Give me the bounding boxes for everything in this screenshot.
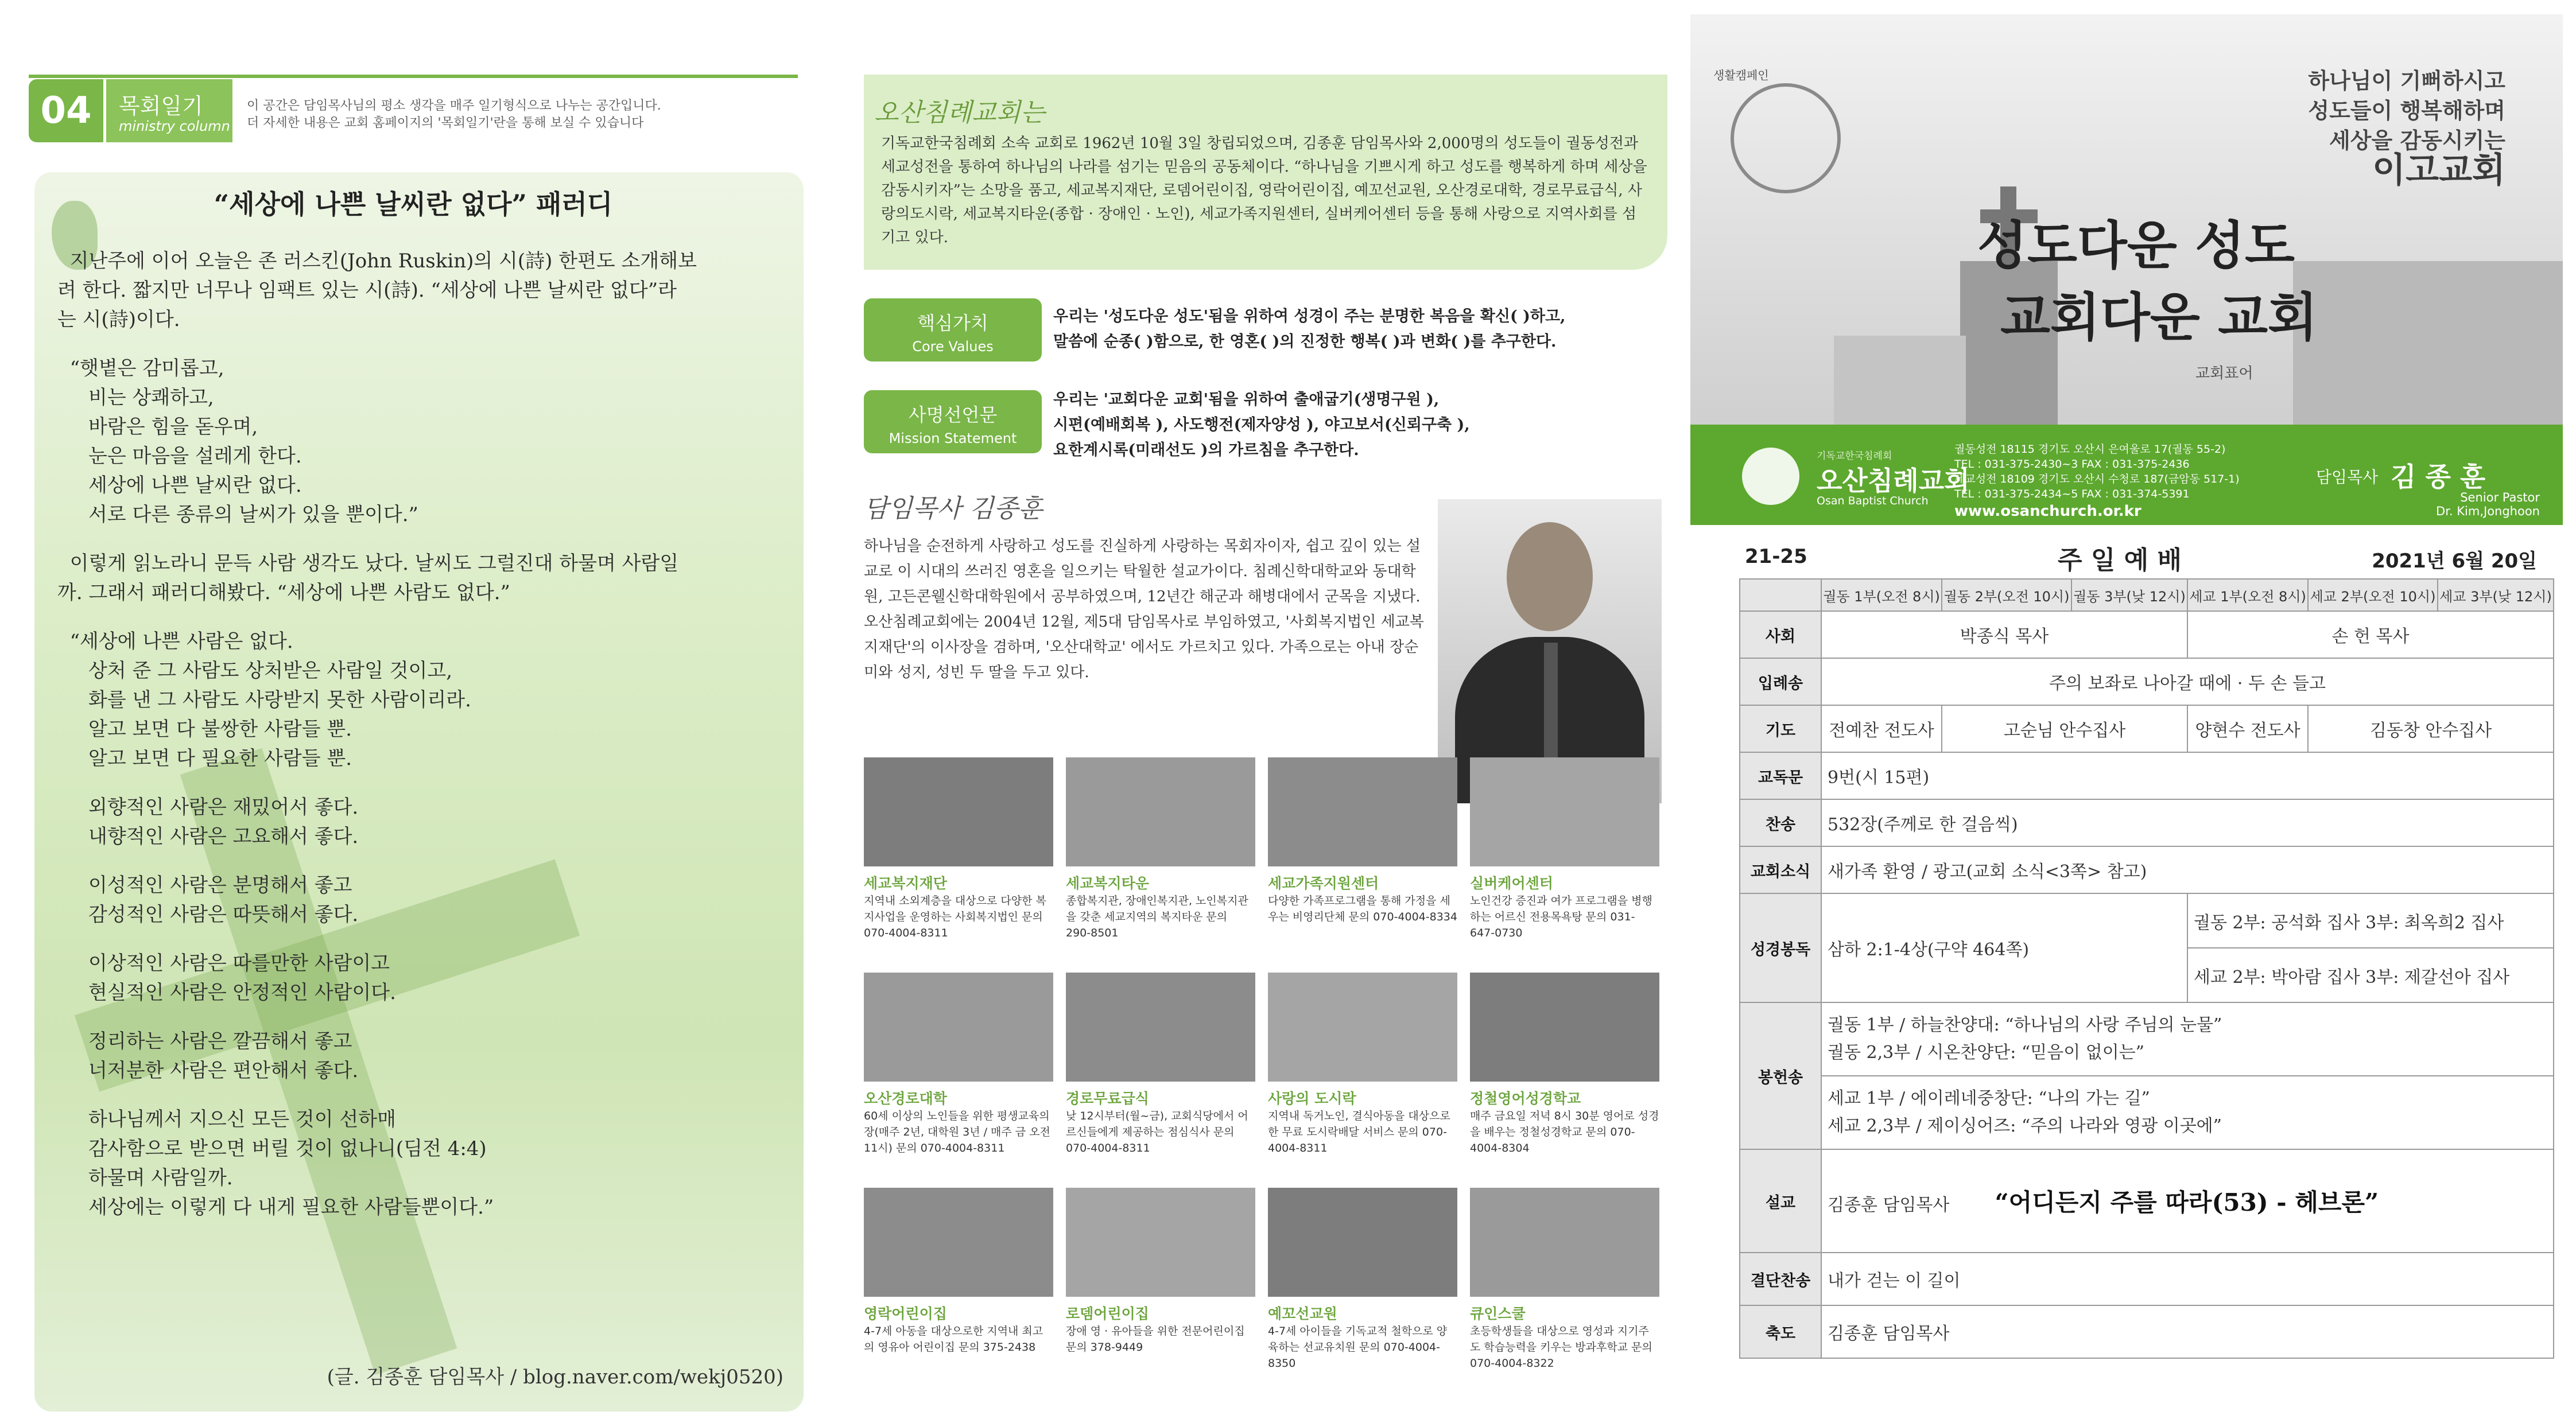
gallery-item [1066, 973, 1255, 1202]
gallery-item-desc: 다양한 가족프로그램을 통해 가정을 세우는 비영리단체 문의 070-4004-8334 [1268, 895, 1457, 923]
anthem-line: 궐동 1부 / 하늘찬양대: “하나님의 사랑 주님의 눈물” [1828, 1015, 2222, 1035]
gallery-item-desc: 노인건강 증진과 여가 프로그램을 병행하는 어르신 전용목욕탕 문의 031-647-0730 [1470, 895, 1652, 939]
column-body-line [57, 852, 798, 871]
sermon-preacher: 김종훈 담임목사 [1828, 1195, 1950, 1215]
section-description-line: 더 자세한 내용은 교회 홈페이지의 '목회일기'란을 통해 보실 수 있습니다 [247, 116, 644, 130]
table-row [1740, 893, 2554, 948]
service-col: 세교 3부(낮 12시) [2438, 579, 2554, 611]
cover-title-1: 성도다운 성도 [1977, 216, 2295, 276]
gallery-item-desc: 장애 영 · 유아들을 위한 전문어린이집 문의 378-9449 [1066, 1325, 1245, 1354]
core-values-line: 말씀에 순종( )함으로, 한 영혼( )의 진정한 행복( )과 변화( )를 추구한다. [1053, 333, 1557, 351]
gallery-item-name: 영락어린이집 [864, 1305, 947, 1322]
row-label: 사회 [1740, 611, 1821, 658]
opening-song: 주의 보좌로 나아갈 때에 · 두 손 들고 [1821, 658, 2554, 705]
hymn: 532장(주께로 한 걸음씩) [1821, 799, 2554, 846]
gallery-item [864, 757, 1053, 987]
column-body-line: 서로 다른 종류의 날씨가 있을 뿐이다.” [57, 503, 418, 526]
gallery-item-name: 경로무료급식 [1066, 1090, 1149, 1107]
gallery-photo [1268, 1188, 1457, 1297]
church-logo-icon [1742, 448, 1799, 505]
portrait-tie [1544, 643, 1558, 757]
mission-text [1053, 387, 1662, 463]
gallery-item-name: 사랑의 도시락 [1268, 1090, 1356, 1107]
gallery-item-name: 오산경로대학 [864, 1090, 947, 1107]
page-number-badge: 04 [29, 79, 103, 142]
anthem-line: 세교 1부 / 에이레네중창단: “나의 가는 길” [1828, 1088, 2150, 1109]
section-description [247, 98, 786, 132]
column-body-line: 눈은 마음을 설레게 한다. [57, 445, 302, 468]
gallery-photo [864, 1188, 1053, 1297]
gallery-item-desc: 초등학생들을 대상으로 영성과 지기주도 학습능력을 키우는 방과후학교 문의 070-4004-8322 [1470, 1325, 1652, 1370]
gallery-item-name: 로뎀어린이집 [1066, 1305, 1149, 1322]
core-values-text [1053, 304, 1662, 355]
gallery-item-desc: 종합복지관, 장애인복지관, 노인복지관을 갖춘 세교지역의 복지타운 문의 290-8501 [1066, 895, 1248, 939]
gallery-item-name: 세교복지재단 [864, 875, 947, 892]
gallery-item [1268, 973, 1457, 1202]
table-row [1740, 799, 2554, 846]
intro-box [864, 75, 1667, 270]
table-row [1740, 705, 2554, 752]
column-body-line: 내향적인 사람은 고요해서 좋다. [57, 825, 359, 848]
table-row [1740, 611, 2554, 658]
church-info-bar [1690, 425, 2563, 525]
gallery-photo [1470, 973, 1659, 1082]
cover-subtitle: 교회표어 [2195, 365, 2253, 382]
service-col: 궐동 1부(오전 8시) [1821, 579, 1942, 611]
row-label: 축도 [1740, 1305, 1821, 1358]
sermon-title: “어디든지 주를 따라(53) - 헤브론” [1995, 1188, 2379, 1216]
column-body-line: 하물며 사람일까. [57, 1167, 233, 1189]
column-body-line: 정리하는 사람은 깔끔해서 좋고 [57, 1030, 352, 1053]
cover-slogan [2308, 66, 2505, 190]
column-body-line: 알고 보면 다 필요한 사람들 뿐. [57, 747, 352, 770]
column-body-line: 지난주에 이어 오늘은 존 러스킨(John Ruskin)의 시(詩) 한편도 소개해보 [57, 250, 697, 273]
column-body-line [57, 530, 798, 549]
column-body-line [57, 773, 798, 793]
table-row [1740, 1305, 2554, 1358]
column-body-line: 현실적인 사람은 안정적인 사람이다. [57, 981, 396, 1004]
column-body-line [57, 608, 798, 627]
sermon-cell [1821, 1149, 2554, 1253]
gallery-photo [1066, 973, 1255, 1082]
website-link[interactable]: www.osanchurch.or.kr [1954, 503, 2142, 520]
pastor-en-line: Dr. Kim,Jonghoon [2436, 504, 2540, 518]
prayer-leader: 양현수 전도사 [2187, 705, 2308, 752]
column-body-line: 세상에는 이렇게 다 내게 필요한 사람들뿐이다.” [57, 1196, 494, 1219]
column-body-line: 이상적인 사람은 따를만한 사람이고 [57, 952, 390, 975]
worship-date: 2021년 6월 20일 [2372, 550, 2537, 573]
service-header-row [1740, 579, 2554, 611]
row-label: 결단찬송 [1740, 1253, 1821, 1305]
gallery-item [1268, 757, 1457, 987]
gallery-item [1470, 1188, 1659, 1417]
gallery-item-name: 실버케어센터 [1470, 875, 1553, 892]
gallery-item [1470, 757, 1659, 987]
pastor-name: 김 종 훈 [2391, 461, 2486, 492]
table-row [1740, 1253, 2554, 1305]
row-label: 설교 [1740, 1149, 1821, 1253]
column-body-line: 외향적인 사람은 재밌어서 좋다. [57, 796, 359, 819]
anthem-cell [1821, 1002, 2554, 1076]
row-label: 기도 [1740, 705, 1821, 752]
row-label: 찬송 [1740, 799, 1821, 846]
column-body-line: “세상에 나쁜 사람은 없다. [57, 630, 293, 653]
worship-order-table [1739, 578, 2554, 1359]
cover-banner [1690, 14, 2563, 427]
column-body-line [57, 335, 798, 354]
mission-label-en: Mission Statement [889, 430, 1017, 446]
cover-slogan-line: 하나님이 기뻐하시고 [2308, 68, 2505, 94]
service-col: 세교 1부(오전 8시) [2187, 579, 2308, 611]
column-signature: (글. 김종훈 담임목사 / blog.naver.com/wekj0520) [327, 1366, 783, 1389]
column-body-line [57, 1086, 798, 1105]
church-addresses [1954, 442, 2240, 519]
column-body-line: 알고 보면 다 불쌍한 사람들 뿐. [57, 718, 352, 741]
column-body-line: “햇볕은 감미롭고, [57, 357, 224, 380]
scripture-reader: 세교 2부: 박아람 집사 3부: 제갈선아 집사 [2187, 948, 2554, 1002]
gallery-item [1066, 757, 1255, 987]
anthem-line: 궐동 2,3부 / 시온찬양단: “믿음이 없이는” [1828, 1043, 2144, 1063]
gallery-item [1268, 1188, 1457, 1417]
column-title: “세상에 나쁜 날씨란 없다” 패러디 [214, 189, 613, 220]
core-values-pill [864, 298, 1042, 361]
pastor-text: 하나님을 순전하게 사랑하고 성도를 진실하게 사랑하는 목회자이자, 쉽고 깊이 있는 설교로 이 시대의 쓰러진 영혼을 일으키는 탁월한 설교가이다. 침례신학대학교와 동대학원, 고든콘웰신학대학원에서 공부하였으며, 12년간 해군과 해병대에서 군목을 지냈다. 오산침례교회에는 2004년 12월, 제5대 담임목사로 부임하였고, '사회복지법인 세교복지재단'의 이사장을 겸하며, '오산대학교' 에서도 가르치고 있다. 가족으로는 아내 장순미와 성지, 성빈 두 딸을 두고 있다. [864, 538, 1424, 681]
row-label: 성경봉독 [1740, 893, 1821, 1002]
gallery-item [864, 973, 1053, 1202]
presider-segyo: 손 헌 목사 [2187, 611, 2554, 658]
prayer-leader: 김동창 안수집사 [2308, 705, 2554, 752]
gallery-item-desc: 4-7세 아이들을 기독교적 철학으로 양육하는 선교유치원 문의 070-4004-8350 [1268, 1325, 1448, 1370]
table-row [1740, 1149, 2554, 1253]
cover-slogan-line: 세상을 감동시키는 [2329, 128, 2505, 153]
address-line: TEL : 031-375-2434~5 FAX : 031-374-5391 [1954, 488, 2190, 500]
row-label: 입례송 [1740, 658, 1821, 705]
scripture-reading: 삼하 2:1-4상(구약 464쪽) [1821, 893, 2187, 1002]
mission-line: 우리는 '교회다운 교회'됨을 위하여 출애굽기(생명구원 ), [1053, 391, 1440, 409]
gallery-item-name: 세교복지타운 [1066, 875, 1149, 892]
prayer-leader: 고순님 안수집사 [1942, 705, 2187, 752]
cover-small-label: 생활캠페인 [1713, 68, 1769, 82]
cover-slogan-line: 성도들이 행복해하며 [2308, 98, 2505, 123]
presider-gwoldong: 박종식 목사 [1821, 611, 2187, 658]
pastor-en [2436, 491, 2540, 518]
mission-label: 사명선언문 [908, 404, 998, 426]
column-body-line: 바람은 힘을 돋우며, [57, 415, 258, 438]
responsive-reading: 9번(시 15편) [1821, 752, 2554, 799]
column-body [57, 247, 798, 1222]
core-values-line: 우리는 '성도다운 성도'됨을 위하여 성경이 주는 분명한 복음을 확신( )하고, [1053, 308, 1566, 325]
header-rule [29, 75, 798, 78]
pastor-label: 담임목사 [2316, 468, 2379, 487]
gallery-item-desc: 지역내 소외계층을 대상으로 다양한 복지사업을 운영하는 사회복지법인 문의 070-4004-8311 [864, 895, 1046, 939]
gallery-photo [1470, 757, 1659, 866]
gallery-photo [864, 973, 1053, 1082]
address-line: 세교성전 18109 경기도 오산시 수청로 187(금암동 517-1) [1954, 473, 2240, 485]
address-line: 궐동성전 18115 경기도 오산시 은여울로 17(궐동 55-2) [1954, 443, 2226, 456]
gallery-item-name: 정철영어성경학교 [1470, 1090, 1581, 1107]
mission-line: 요한계시록(미래선도 )의 가르침을 추구한다. [1053, 441, 1359, 459]
gallery-item-name: 큐인스쿨 [1470, 1305, 1526, 1322]
service-col: 궐동 2부(오전 10시) [1942, 579, 2071, 611]
pastor-en-line: Senior Pastor [2460, 491, 2540, 504]
gallery-item-desc: 지역내 독거노인, 결식아동을 대상으로 한 무료 도시락배달 서비스 문의 070-4004-8311 [1268, 1110, 1450, 1154]
gallery-item [864, 1188, 1053, 1417]
service-col: 궐동 3부(낮 12시) [2071, 579, 2187, 611]
benediction: 김종훈 담임목사 [1821, 1305, 2554, 1358]
column-body-line: 세상에 나쁜 날씨란 없다. [57, 474, 302, 497]
intro-title: 오산침례교회는 [874, 98, 1045, 127]
section-label-ko: 목회일기 [119, 94, 203, 119]
worship-title: 주 일 예 배 [2058, 546, 2182, 575]
church-intro-page [864, 75, 1667, 1412]
portrait-head [1507, 522, 1593, 631]
gallery-photo [864, 757, 1053, 866]
mission-line: 시편(예배회복 ), 사도행전(제자양성 ), 야고보서(신뢰구축 ), [1053, 416, 1470, 434]
gallery-photo [1066, 1188, 1255, 1297]
gallery-item [1066, 1188, 1255, 1417]
row-label: 봉헌송 [1740, 1002, 1821, 1149]
table-row [1740, 846, 2554, 893]
column-body-line: 이성적인 사람은 분명해서 좋고 [57, 874, 352, 897]
service-col: 세교 2부(오전 10시) [2308, 579, 2438, 611]
intro-text: 기독교한국침례회 소속 교회로 1962년 10월 3일 창립되었으며, 김종훈 담임목사와 2,000명의 성도들이 궐동성전과 세교성전을 통하여 하나님의 나라를 섬기는 믿음의 공동체이다. “하나님을 기쁘시게 하고 성도를 행복하게 하며 세상을 감동시키자”는 소망을 품고, 세교복지재단, 로뎀어린이집, 영락어린이집, 예꼬선교원, 오산경로대학, 경로무료급식, 사랑의도시락, 세교복지타운(종합 · 장애인 · 노인), 세교가족지원센터, 실버케어센터 등을 통해 사랑으로 지역사회를 섬기고 있다. [881, 135, 1647, 246]
section-description-line: 이 공간은 담임목사님의 평소 생각을 매주 일기형식으로 나누는 공간입니다. [247, 99, 661, 113]
scripture-reader: 궐동 2부: 공석화 집사 3부: 최옥희2 집사 [2187, 893, 2554, 948]
section-label-en: ministry column [119, 118, 230, 134]
ministry-column-page [29, 75, 806, 1412]
gallery-photo [1066, 757, 1255, 866]
gallery-item-desc: 4-7세 아동을 대상으로한 지역내 최고의 영유아 어린이집 문의 375-2438 [864, 1325, 1043, 1354]
column-body-line: 감성적인 사람은 따뜻해서 좋다. [57, 903, 359, 926]
address-line: TEL : 031-375-2430~3 FAX : 031-375-2436 [1954, 458, 2190, 471]
cover-title-2: 교회다운 교회 [2000, 287, 2318, 348]
gallery-photo [1268, 757, 1457, 866]
gallery-item-name: 세교가족지원센터 [1268, 875, 1379, 892]
table-corner [1740, 579, 1821, 611]
ministry-gallery [864, 757, 1667, 1412]
core-values-label: 핵심가치 [917, 312, 988, 334]
table-row [1740, 752, 2554, 799]
section-label [106, 79, 232, 142]
pastor-title: 담임목사 김종훈 [864, 494, 1043, 523]
column-body-line: 이렇게 읽노라니 문득 사람 생각도 났다. 날씨도 그럴진대 하물며 사람일 [57, 552, 679, 575]
issue-number: 21-25 [1745, 545, 1807, 568]
anthem-line: 세교 2,3부 / 제이싱어즈: “주의 나라와 영광 이곳에” [1828, 1116, 2222, 1136]
mission-pill [864, 390, 1042, 453]
table-row [1740, 1002, 2554, 1076]
column-body-line: 화를 낸 그 사람도 사랑받지 못한 사람이리라. [57, 689, 471, 711]
column-body-line: 려 한다. 짧지만 너무나 임팩트 있는 시(詩). “세상에 나쁜 날씨란 없다”라 [57, 279, 677, 302]
gallery-item-name: 예꼬선교원 [1268, 1305, 1337, 1322]
column-body-line: 하나님께서 지으신 모든 것이 선하매 [57, 1108, 396, 1131]
cover-emblem [1731, 83, 1841, 193]
anthem-cell [1821, 1076, 2554, 1149]
row-label: 교독문 [1740, 752, 1821, 799]
core-values-label-en: Core Values [912, 339, 994, 355]
gallery-photo [1268, 973, 1457, 1082]
table-row [1740, 658, 2554, 705]
building-shape [1834, 336, 1966, 427]
row-label: 교회소식 [1740, 846, 1821, 893]
church-denomination: 기독교한국침례회 [1817, 450, 1892, 462]
gallery-photo [1470, 1188, 1659, 1297]
column-body-line: 상처 준 그 사람도 상처받은 사람일 것이고, [57, 659, 453, 682]
column-body-line: 너저분한 사람은 편안해서 좋다. [57, 1059, 359, 1082]
column-body-line: 는 시(詩)이다. [57, 308, 180, 331]
building-shape [2293, 261, 2563, 427]
decision-hymn: 내가 걷는 이 길이 [1821, 1253, 2554, 1305]
bulletin-cover-page [1690, 14, 2563, 1414]
table-row [1740, 1076, 2554, 1149]
prayer-leader: 전예찬 전도사 [1821, 705, 1942, 752]
church-news: 새가족 환영 / 광고(교회 소식<3쪽> 참고) [1821, 846, 2554, 893]
column-body-line: 감사함으로 받으면 버릴 것이 없나니(딤전 4:4) [57, 1137, 487, 1160]
column-body-line [57, 930, 798, 949]
cover-slogan-line: 이고교회 [2372, 150, 2505, 190]
column-body-line: 비는 상쾌하고, [57, 386, 214, 409]
church-name-en: Osan Baptist Church [1817, 495, 1929, 507]
gallery-item-desc: 60세 이상의 노인들을 위한 평생교육의 장(매주 2년, 대학원 3년 / 매주 금 오전 11시) 문의 070-4004-8311 [864, 1110, 1050, 1154]
gallery-item-desc: 낮 12시부터(월~금), 교회식당에서 어르신들에게 제공하는 점심식사 문의 070-4004-8311 [1066, 1110, 1248, 1154]
gallery-item [1470, 973, 1659, 1202]
column-body-line [57, 1008, 798, 1027]
gallery-item-desc: 매주 금요일 저녁 8시 30분 영어로 성경을 배우는 정철성경학교 문의 070-4004-8304 [1470, 1110, 1659, 1154]
column-body-line: 까. 그래서 패러디해봤다. “세상에 나쁜 사람도 없다.” [57, 581, 510, 604]
church-name: 오산침례교회 [1817, 465, 1970, 496]
